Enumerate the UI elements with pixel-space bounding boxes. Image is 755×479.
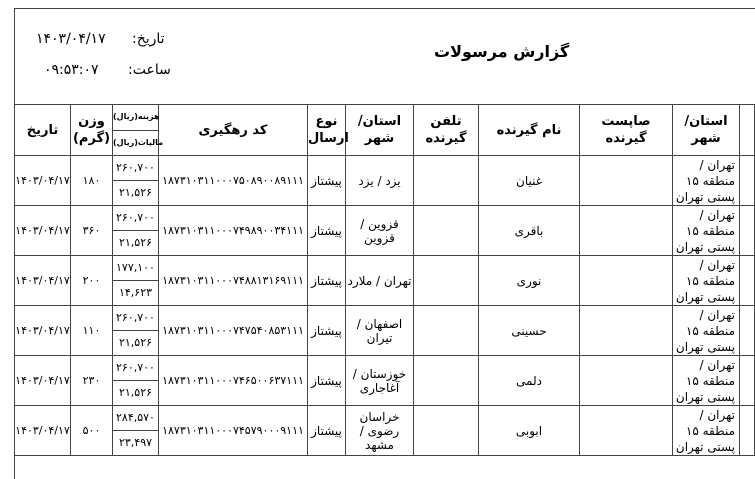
cell-phone [414,256,479,306]
cell-owner [580,406,673,456]
cell-dest: خراسان رضوی / مشهد [346,406,414,456]
cell-extra [740,306,755,356]
table-row [15,156,755,181]
col-dest: استان/ شهر [346,105,414,156]
cell-cost: ۲۸۴,۵۷۰ [113,406,159,431]
cell-origin: تهران / منطقه ۱۵ پستی تهران [673,406,740,456]
cell-tracking: ۱۸۷۳۱۰۳۱۱۰۰۰۷۴۵۷۹۰۰۰۹۱۱۱ [159,406,308,456]
cell-tracking: ۱۸۷۳۱۰۳۱۱۰۰۰۷۴۸۸۱۳۱۶۹۱۱۱ [159,256,308,306]
table-row [15,306,755,331]
cell-owner [580,206,673,256]
cell-tracking: ۱۸۷۳۱۰۳۱۱۰۰۰۷۴۷۵۴۰۸۵۳۱۱۱ [159,306,308,356]
cell-origin: تهران / منطقه ۱۵ پستی تهران [673,156,740,206]
cell-date: ۱۴۰۳/۰۴/۱۷ [15,406,71,456]
cell-extra [740,256,755,306]
cell-origin: تهران / منطقه ۱۵ پستی تهران [673,356,740,406]
table-header-row [15,105,755,131]
cell-send-type: پیشتاز [308,306,346,356]
col-name: نام گیرنده [479,105,580,156]
cell-date: ۱۴۰۳/۰۴/۱۷ [15,256,71,306]
cell-owner [580,256,673,306]
cell-name: باقری [479,206,580,256]
cell-name: دلمی [479,356,580,406]
report-title: گزارش مرسولات [434,42,570,61]
col-tax: مالیات(ریال) [113,130,159,156]
cell-date: ۱۴۰۳/۰۴/۱۷ [15,306,71,356]
table-row [15,406,755,431]
cell-send-type: پیشتاز [308,206,346,256]
cell-dest: خوزستان / آغاجاری [346,356,414,406]
cell-dest: یزد / یزد [346,156,414,206]
cell-date: ۱۴۰۳/۰۴/۱۷ [15,156,71,206]
cell-weight: ۵۰۰ [71,406,113,456]
col-cost: هزینه(ریال) [113,105,159,131]
table-row [15,256,755,281]
cell-weight: ۲۰۰ [71,256,113,306]
cell-dest: قزوین / قزوین [346,206,414,256]
col-origin: استان/ شهر [673,105,740,156]
cell-send-type: پیشتاز [308,406,346,456]
cell-send-type: پیشتاز [308,156,346,206]
cell-phone [414,156,479,206]
cell-owner [580,156,673,206]
cell-extra [740,156,755,206]
cell-extra [740,356,755,406]
cell-weight: ۱۸۰ [71,156,113,206]
col-tracking: کد رهگیری [159,105,308,156]
cell-owner [580,306,673,356]
cell-tax: ۲۳,۴۹۷ [113,431,159,456]
time-value: ۰۹:۵۳:۰۷ [44,62,99,78]
cell-tax: ۲۱,۵۲۶ [113,231,159,256]
cell-weight: ۲۳۰ [71,356,113,406]
cell-cost: ۲۶۰,۷۰۰ [113,156,159,181]
cell-send-type: پیشتاز [308,356,346,406]
cell-extra [740,206,755,256]
cell-dest: اصفهان / تیران [346,306,414,356]
cell-tax: ۱۴,۶۲۳ [113,281,159,306]
table-row [15,356,755,381]
cell-cost: ۱۷۷,۱۰۰ [113,256,159,281]
date-value: ۱۴۰۳/۰۴/۱۷ [36,31,106,47]
cell-origin: تهران / منطقه ۱۵ پستی تهران [673,306,740,356]
cell-date: ۱۴۰۳/۰۴/۱۷ [15,356,71,406]
col-weight: وزن (گرم) [71,105,113,156]
col-date: تاریخ [15,105,71,156]
cell-weight: ۳۶۰ [71,206,113,256]
col-send-type: نوع ارسال [308,105,346,156]
cell-dest: تهران / ملارد [346,256,414,306]
cell-phone [414,406,479,456]
cell-tax: ۲۱,۵۲۶ [113,381,159,406]
cell-tracking: ۱۸۷۳۱۰۳۱۱۰۰۰۷۴۶۵۰۰۶۳۷۱۱۱ [159,356,308,406]
cell-name: حسینی [479,306,580,356]
cell-cost: ۲۶۰,۷۰۰ [113,206,159,231]
cell-tax: ۲۱,۵۲۶ [113,331,159,356]
cell-origin: تهران / منطقه ۱۵ پستی تهران [673,256,740,306]
time-label: ساعت: [128,62,171,78]
cell-tracking: ۱۸۷۳۱۰۳۱۱۰۰۰۷۵۰۸۹۰۰۸۹۱۱۱ [159,156,308,206]
cell-owner [580,356,673,406]
cell-tax: ۲۱,۵۲۶ [113,181,159,206]
cell-date: ۱۴۰۳/۰۴/۱۷ [15,206,71,256]
table-row [15,206,755,231]
cell-phone [414,356,479,406]
cell-origin: تهران / منطقه ۱۵ پستی تهران [673,206,740,256]
cell-extra [740,406,755,456]
date-label: تاریخ: [132,31,165,47]
cell-tracking: ۱۸۷۳۱۰۳۱۱۰۰۰۷۴۹۸۹۰۰۳۴۱۱۱ [159,206,308,256]
cell-cost: ۲۶۰,۷۰۰ [113,356,159,381]
cell-phone [414,306,479,356]
cell-name: ابوبی [479,406,580,456]
col-phone: تلفن گیرنده [414,105,479,156]
col-owner: صاپست گیرنده [580,105,673,156]
cell-name: نوری [479,256,580,306]
cell-send-type: پیشتاز [308,256,346,306]
shipments-table [14,104,755,456]
col-extra [740,105,755,156]
cell-cost: ۲۶۰,۷۰۰ [113,306,159,331]
cell-weight: ۱۱۰ [71,306,113,356]
cell-name: غنیان [479,156,580,206]
cell-phone [414,206,479,256]
